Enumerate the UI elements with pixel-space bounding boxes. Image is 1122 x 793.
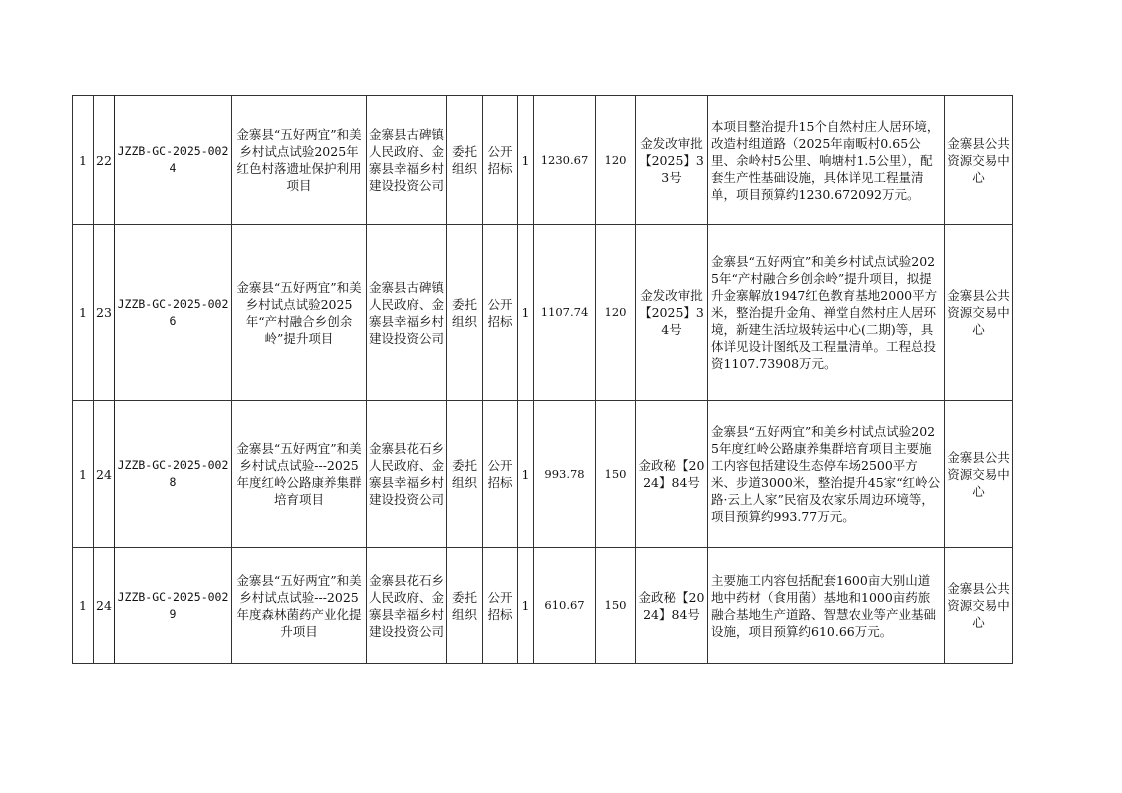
- project-code-cell: JZZB-GC-2025-0024: [115, 96, 232, 225]
- table-row: [73, 548, 1013, 664]
- approval-doc-cell: 金政秘【2024】84号: [636, 548, 708, 664]
- quantity-cell: 1: [518, 401, 534, 548]
- approval-doc-cell: 金政秘【2024】84号: [636, 401, 708, 548]
- index-cell: 1: [73, 548, 94, 664]
- organization-form-cell: 委托组织: [447, 225, 483, 401]
- project-name-cell: 金寨县“五好两宜”和美乡村试点试验---2025年度森林菌药产业化提升项目: [232, 548, 367, 664]
- serial-number-cell: 22: [94, 96, 115, 225]
- trading-center-cell: 金寨县公共资源交易中心: [945, 96, 1013, 225]
- project-name-cell: 金寨县“五好两宜”和美乡村试点试验2025年红色村落遗址保护利用项目: [232, 96, 367, 225]
- organization-form-cell: 委托组织: [447, 548, 483, 664]
- quantity-cell: 1: [518, 96, 534, 225]
- serial-number-cell: 24: [94, 401, 115, 548]
- owner-cell: 金寨县花石乡人民政府、金寨县幸福乡村建设投资公司: [367, 548, 447, 664]
- index-cell: 1: [73, 225, 94, 401]
- bid-method-cell: 公开招标: [483, 96, 518, 225]
- bid-method-cell: 公开招标: [483, 225, 518, 401]
- organization-form-cell: 委托组织: [447, 96, 483, 225]
- project-code-cell: JZZB-GC-2025-0029: [115, 548, 232, 664]
- amount-cell: 1230.67: [534, 96, 596, 225]
- quantity-cell: 1: [518, 548, 534, 664]
- owner-cell: 金寨县古碑镇人民政府、金寨县幸福乡村建设投资公司: [367, 96, 447, 225]
- project-content-cell: 金寨县“五好两宜”和美乡村试点试验2025年度红岭公路康养集群培育项目主要施工内容包括建设生态停车场2500平方米、步道3000米，整治提升45家“红岭公路·云上人家”民宿及农家乐周边环境等，项目预算约993.77万元。: [708, 401, 945, 548]
- bidding-projects-table: [72, 95, 1013, 664]
- trading-center-cell: 金寨县公共资源交易中心: [945, 548, 1013, 664]
- duration-cell: 150: [596, 401, 636, 548]
- amount-cell: 1107.74: [534, 225, 596, 401]
- duration-cell: 120: [596, 225, 636, 401]
- project-content-cell: 主要施工内容包括配套1600亩大别山道地中药材（食用菌）基地和1000亩药旅融合基地生产道路、智慧农业等产业基础设施，项目预算约610.66万元。: [708, 548, 945, 664]
- index-cell: 1: [73, 401, 94, 548]
- project-content-cell: 金寨县“五好两宜”和美乡村试点试验2025年“产村融合乡创余岭”提升项目，拟提升金寨解放1947红色教育基地2000平方米，整治提升金角、禅堂自然村庄人居环境，新建生活垃圾转运中心(二期)等，具体详见设计图纸及工程量清单。工程总投资1107.73908万元。: [708, 225, 945, 401]
- quantity-cell: 1: [518, 225, 534, 401]
- trading-center-cell: 金寨县公共资源交易中心: [945, 401, 1013, 548]
- approval-doc-cell: 金发改审批【2025】34号: [636, 225, 708, 401]
- bid-method-cell: 公开招标: [483, 401, 518, 548]
- approval-doc-cell: 金发改审批【2025】33号: [636, 96, 708, 225]
- table-row: [73, 96, 1013, 225]
- project-content-cell: 本项目整治提升15个自然村庄人居环境，改造村组道路（2025年南畈村0.65公里、余岭村5公里、响塘村1.5公里），配套生产性基础设施，具体详见工程量清单，项目预算约1230.672092万元。: [708, 96, 945, 225]
- table-row: [73, 401, 1013, 548]
- project-code-cell: JZZB-GC-2025-0026: [115, 225, 232, 401]
- serial-number-cell: 24: [94, 548, 115, 664]
- index-cell: 1: [73, 96, 94, 225]
- trading-center-cell: 金寨县公共资源交易中心: [945, 225, 1013, 401]
- table-row: [73, 225, 1013, 401]
- owner-cell: 金寨县古碑镇人民政府、金寨县幸福乡村建设投资公司: [367, 225, 447, 401]
- duration-cell: 150: [596, 548, 636, 664]
- amount-cell: 610.67: [534, 548, 596, 664]
- duration-cell: 120: [596, 96, 636, 225]
- bid-method-cell: 公开招标: [483, 548, 518, 664]
- amount-cell: 993.78: [534, 401, 596, 548]
- project-name-cell: 金寨县“五好两宜”和美乡村试点试验---2025年度红岭公路康养集群培育项目: [232, 401, 367, 548]
- owner-cell: 金寨县花石乡人民政府、金寨县幸福乡村建设投资公司: [367, 401, 447, 548]
- organization-form-cell: 委托组织: [447, 401, 483, 548]
- project-name-cell: 金寨县“五好两宜”和美乡村试点试验2025年“产村融合乡创余岭”提升项目: [232, 225, 367, 401]
- serial-number-cell: 23: [94, 225, 115, 401]
- project-code-cell: JZZB-GC-2025-0028: [115, 401, 232, 548]
